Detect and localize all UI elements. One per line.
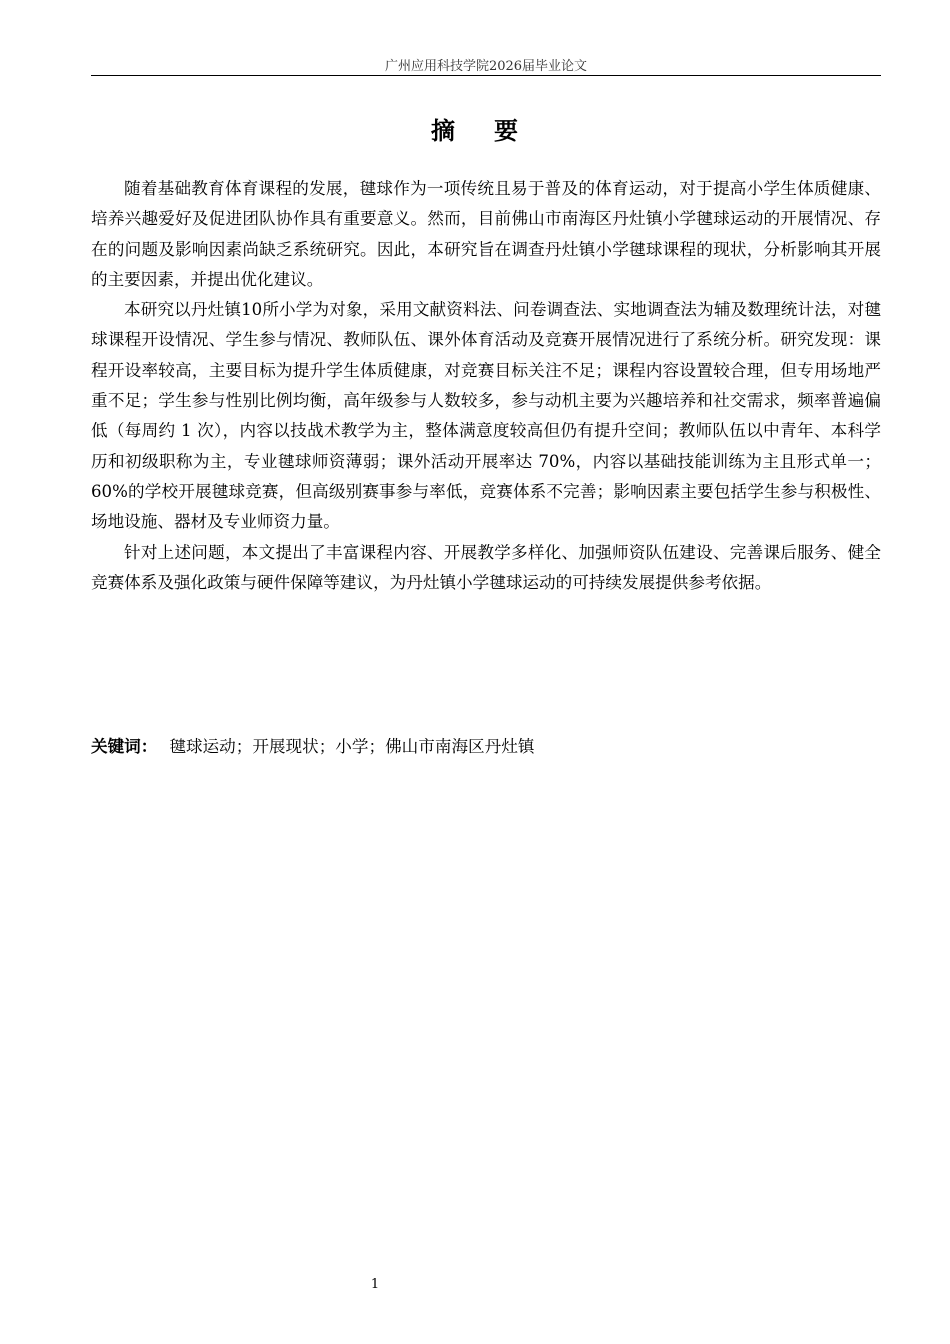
abstract-paragraph-3: 针对上述问题，本文提出了丰富课程内容、开展教学多样化、加强师资队伍建设、完善课后服务、健全竞赛体系及强化政策与硬件保障等建议，为丹灶镇小学毽球运动的可持续发展提供参考依据。	[91, 542, 881, 592]
abstract-paragraph-2: 本研究以丹灶镇10所小学为对象，采用文献资料法、问卷调查法、实地调查法为辅及数理统计法，对毽球课程开设情况、学生参与情况、教师队伍、课外体育活动及竞赛开展情况进行了系统分析。研究发现：课程开设率较高，主要目标为提升学生体质健康，对竞赛目标关注不足；课程内容设置较合理，但专用场地严重不足；学生参与性别比例均衡，高年级参与人数较多，参与动机主要为兴趣培养和社交需求，频率普遍偏低（每周约 1 次），内容以技战术教学为主，整体满意度较高但仍有提升空间；教师队伍以中青年、本科学历和初级职称为主，专业毽球师资薄弱；课外活动开展率达 70%，内容以基础技能训练为主且形式单一；60%的学校开展毽球竞赛，但高级别赛事参与率低，竞赛体系不完善；影响因素主要包括学生参与积极性、场地设施、器材及专业师资力量。	[91, 300, 881, 532]
page-number: 1	[370, 1277, 380, 1292]
running-header: 广州应用科技学院2026届毕业论文	[91, 59, 881, 76]
title-char-1: 摘	[431, 117, 456, 145]
abstract-paragraph-1: 随着基础教育体育课程的发展，毽球作为一项传统且易于普及的体育运动，对于提高小学生体质健康、培养兴趣爱好及促进团队协作具有重要意义。然而，目前佛山市南海区丹灶镇小学毽球运动的开展情况、存在的问题及影响因素尚缺乏系统研究。因此，本研究旨在调查丹灶镇小学毽球课程的现状，分析影响其开展的主要因素，并提出优化建议。	[91, 179, 881, 289]
abstract-body	[91, 174, 881, 598]
keywords-line	[91, 733, 881, 761]
keywords-value: 毽球运动；开展现状；小学；佛山市南海区丹灶镇	[169, 737, 535, 756]
title-char-2: 要	[494, 117, 519, 145]
keywords-label: 关键词：	[91, 737, 158, 756]
page-title	[0, 113, 950, 149]
